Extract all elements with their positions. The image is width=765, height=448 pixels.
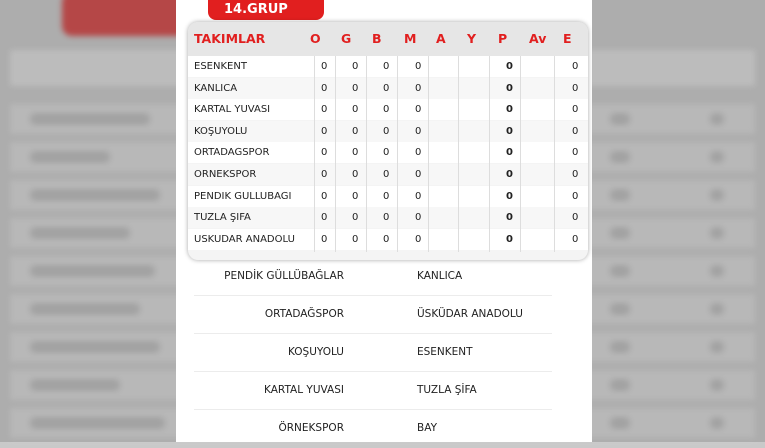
stat-b: 0: [383, 61, 390, 72]
table-row: [188, 99, 588, 120]
header-teams: TAKIMLAR: [194, 31, 266, 46]
stat-g: 0: [352, 82, 359, 94]
stat-e: 0: [572, 233, 579, 245]
fixture-home-team: ORTADAĞSPOR: [264, 308, 344, 320]
stat-p: 0: [506, 190, 513, 202]
stat-b: 0: [383, 104, 390, 116]
stat-p: 0: [506, 125, 513, 137]
stat-e: 0: [572, 61, 579, 72]
stat-p: 0: [506, 82, 513, 94]
fixture-home-team: KOŞUYOLU: [287, 346, 344, 358]
table-row: [188, 56, 588, 77]
table-row: [188, 142, 588, 163]
stat-g: 0: [352, 61, 359, 72]
stat-e: 0: [572, 212, 579, 224]
stat-o: 0: [321, 125, 328, 137]
table-row: [188, 78, 588, 99]
team-name[interactable]: ÖRNEKSPOR: [194, 169, 257, 180]
stat-m: 0: [415, 190, 422, 202]
fixture-home-team: KARTAL YUVASI: [264, 384, 344, 396]
header-goals-against: Y: [467, 31, 477, 46]
stat-o: 0: [321, 61, 328, 72]
stat-m: 0: [415, 147, 422, 159]
stat-m: 0: [415, 82, 422, 94]
fixture-row: [176, 258, 592, 296]
header-played: O: [310, 31, 321, 46]
team-name[interactable]: PENDİK GÜLLÜBAĞI: [194, 190, 292, 202]
stat-o: 0: [321, 104, 328, 116]
header-lost: M: [404, 31, 417, 46]
stat-g: 0: [352, 233, 359, 245]
table-row: [188, 121, 588, 142]
team-name[interactable]: TUZLA ŞİFA: [194, 212, 251, 224]
stat-p: 0: [506, 104, 513, 116]
stat-g: 0: [352, 212, 359, 224]
fixture-away-team: BAY: [417, 422, 437, 434]
group-title-tab[interactable]: 14.GRUP: [208, 0, 324, 20]
stat-b: 0: [383, 233, 390, 245]
stat-m: 0: [415, 104, 422, 116]
fixture-row: [176, 372, 592, 410]
stat-g: 0: [352, 190, 359, 202]
stat-m: 0: [415, 233, 422, 245]
stat-p: 0: [506, 212, 513, 224]
team-name[interactable]: ORTADAĞSPOR: [194, 147, 270, 159]
fixture-row: [176, 334, 592, 372]
team-name[interactable]: KOŞUYOLU: [194, 125, 248, 137]
stat-o: 0: [321, 233, 328, 245]
stat-b: 0: [383, 82, 390, 94]
team-name[interactable]: KARTAL YUVASI: [194, 104, 271, 116]
fixture-home-team: PENDİK GÜLLÜBAĞLAR: [224, 270, 344, 282]
header-drawn: B: [372, 31, 382, 46]
fixture-away-team: KANLICA: [417, 270, 463, 282]
stat-p: 0: [506, 233, 513, 245]
stat-b: 0: [383, 169, 390, 180]
stat-b: 0: [383, 190, 390, 202]
stat-m: 0: [415, 61, 422, 72]
stat-b: 0: [383, 125, 390, 137]
stat-b: 0: [383, 147, 390, 159]
table-row: [188, 207, 588, 228]
stat-e: 0: [572, 169, 579, 180]
stat-m: 0: [415, 212, 422, 224]
stat-m: 0: [415, 169, 422, 180]
stat-e: 0: [572, 125, 579, 137]
stat-o: 0: [321, 190, 328, 202]
group-panel: [176, 0, 592, 442]
stat-g: 0: [352, 125, 359, 137]
stat-o: 0: [321, 212, 328, 224]
team-name[interactable]: ESENKENT: [194, 61, 247, 72]
table-row: [188, 186, 588, 207]
stat-m: 0: [415, 125, 422, 137]
stat-o: 0: [321, 82, 328, 94]
stat-o: 0: [321, 147, 328, 159]
stat-b: 0: [383, 212, 390, 224]
standings-header: [188, 22, 588, 56]
stat-g: 0: [352, 147, 359, 159]
stat-g: 0: [352, 169, 359, 180]
fixture-away-team: TUZLA ŞİFA: [417, 384, 477, 396]
table-row: [188, 164, 588, 185]
fixture-row: [176, 296, 592, 334]
fixture-away-team: ESENKENT: [417, 346, 473, 358]
header-average: Av: [529, 31, 547, 46]
stat-e: 0: [572, 190, 579, 202]
table-row: [188, 229, 588, 250]
stat-p: 0: [506, 61, 513, 72]
header-goals-for: A: [436, 31, 446, 46]
stat-e: 0: [572, 147, 579, 159]
header-points: P: [498, 31, 508, 46]
team-name[interactable]: KANLICA: [194, 82, 238, 94]
stat-e: 0: [572, 82, 579, 94]
header-e: E: [563, 31, 572, 46]
team-name[interactable]: ÜSKÜDAR ANADOLU: [194, 233, 295, 245]
stat-g: 0: [352, 104, 359, 116]
stat-p: 0: [506, 169, 513, 180]
fixture-away-team: ÜSKÜDAR ANADOLU: [417, 308, 523, 320]
fixture-home-team: ÖRNEKSPOR: [278, 422, 344, 434]
fixture-row: [176, 410, 592, 448]
stat-e: 0: [572, 104, 579, 116]
stat-o: 0: [321, 169, 328, 180]
header-won: G: [341, 31, 352, 46]
standings-table: [188, 22, 588, 260]
stat-p: 0: [506, 147, 513, 159]
